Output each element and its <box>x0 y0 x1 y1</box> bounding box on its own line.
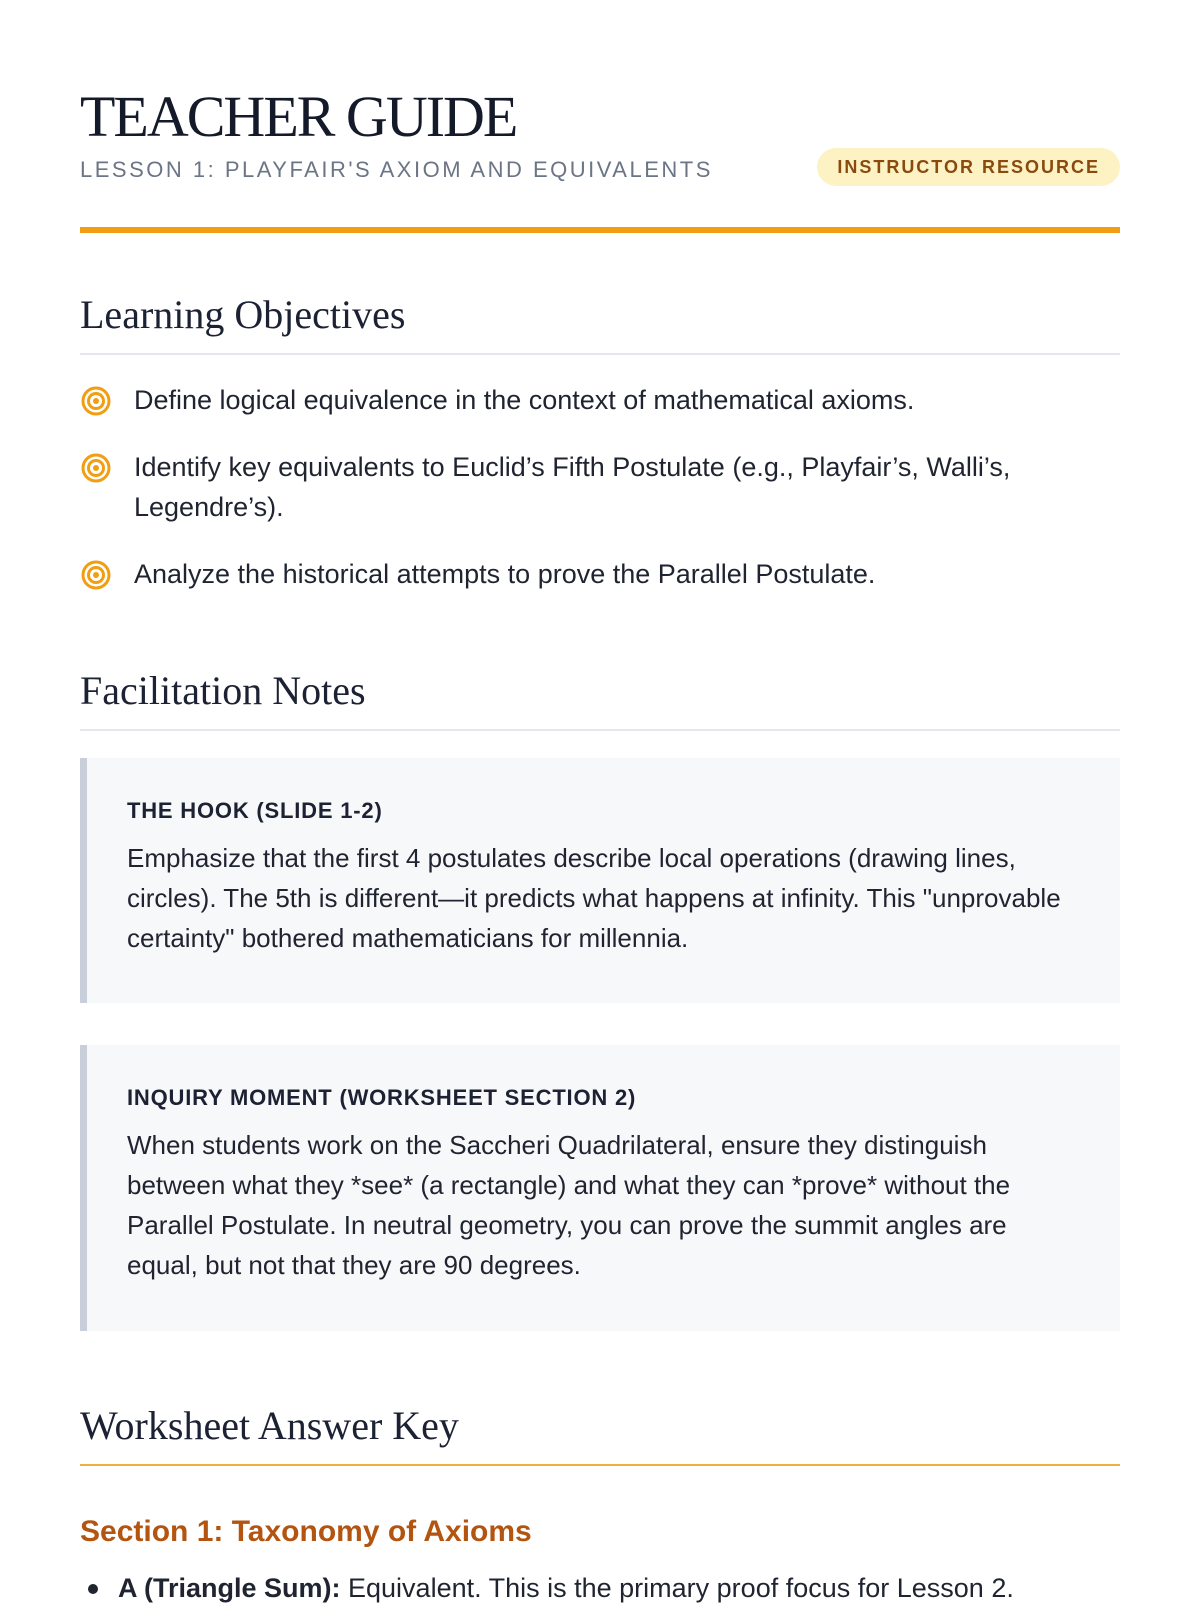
hook-note-callout <box>80 758 1120 1003</box>
answer-item <box>80 1568 1120 1608</box>
instructor-resource-badge: INSTRUCTOR RESOURCE <box>817 148 1120 186</box>
objective-item <box>80 554 1120 594</box>
objective-text: Analyze the historical attempts to prove the Parallel Postulate. <box>134 559 876 589</box>
objective-item <box>80 447 1120 527</box>
learning-objectives-divider <box>80 353 1120 355</box>
answer-key-heading: Worksheet Answer Key <box>80 1403 459 1448</box>
inquiry-note-callout <box>80 1045 1120 1331</box>
answer-text: Equivalent. This is the primary proof focus for Lesson 2. <box>340 1573 1014 1603</box>
target-icon <box>80 385 112 417</box>
callout-body: Emphasize that the first 4 postulates describe local operations (drawing lines, circles). The 5th is different—it predicts what happens at infinity. This "unprovable certainty" bothered mathematicians for millennia. <box>127 843 1061 953</box>
answer-key-section-title: Section 1: Taxonomy of Axioms <box>80 1515 532 1548</box>
learning-objectives-heading: Learning Objectives <box>80 292 406 337</box>
target-icon <box>80 452 112 484</box>
lesson-subtitle: LESSON 1: PLAYFAIR'S AXIOM AND EQUIVALENTS <box>80 157 713 182</box>
callout-body: When students work on the Saccheri Quadrilateral, ensure they distinguish between what they *see* (a rectangle) and what they can *prove* without the Parallel Postulate. In neutral geometry, you can prove the summit angles are equal, but not that they are 90 degrees. <box>127 1130 1011 1280</box>
header-divider <box>80 227 1120 233</box>
answer-list <box>80 1568 1120 1608</box>
facilitation-notes-divider <box>80 729 1120 731</box>
objective-item <box>80 380 1120 420</box>
objectives-list <box>80 380 1120 621</box>
facilitation-notes-heading: Facilitation Notes <box>80 668 366 713</box>
answer-key-divider <box>80 1464 1120 1466</box>
callout-title: THE HOOK (SLIDE 1-2) <box>127 798 383 823</box>
objective-text: Identify key equivalents to Euclid’s Fifth Postulate (e.g., Playfair’s, Walli’s, Legendre’s). <box>134 452 1011 522</box>
target-icon <box>80 559 112 591</box>
bullet-icon <box>88 1584 98 1594</box>
page-title: TEACHER GUIDE <box>80 84 517 149</box>
objective-text: Define logical equivalence in the context of mathematical axioms. <box>134 385 915 415</box>
answer-term: A (Triangle Sum): <box>118 1573 341 1603</box>
callout-title: INQUIRY MOMENT (WORKSHEET SECTION 2) <box>127 1085 637 1110</box>
